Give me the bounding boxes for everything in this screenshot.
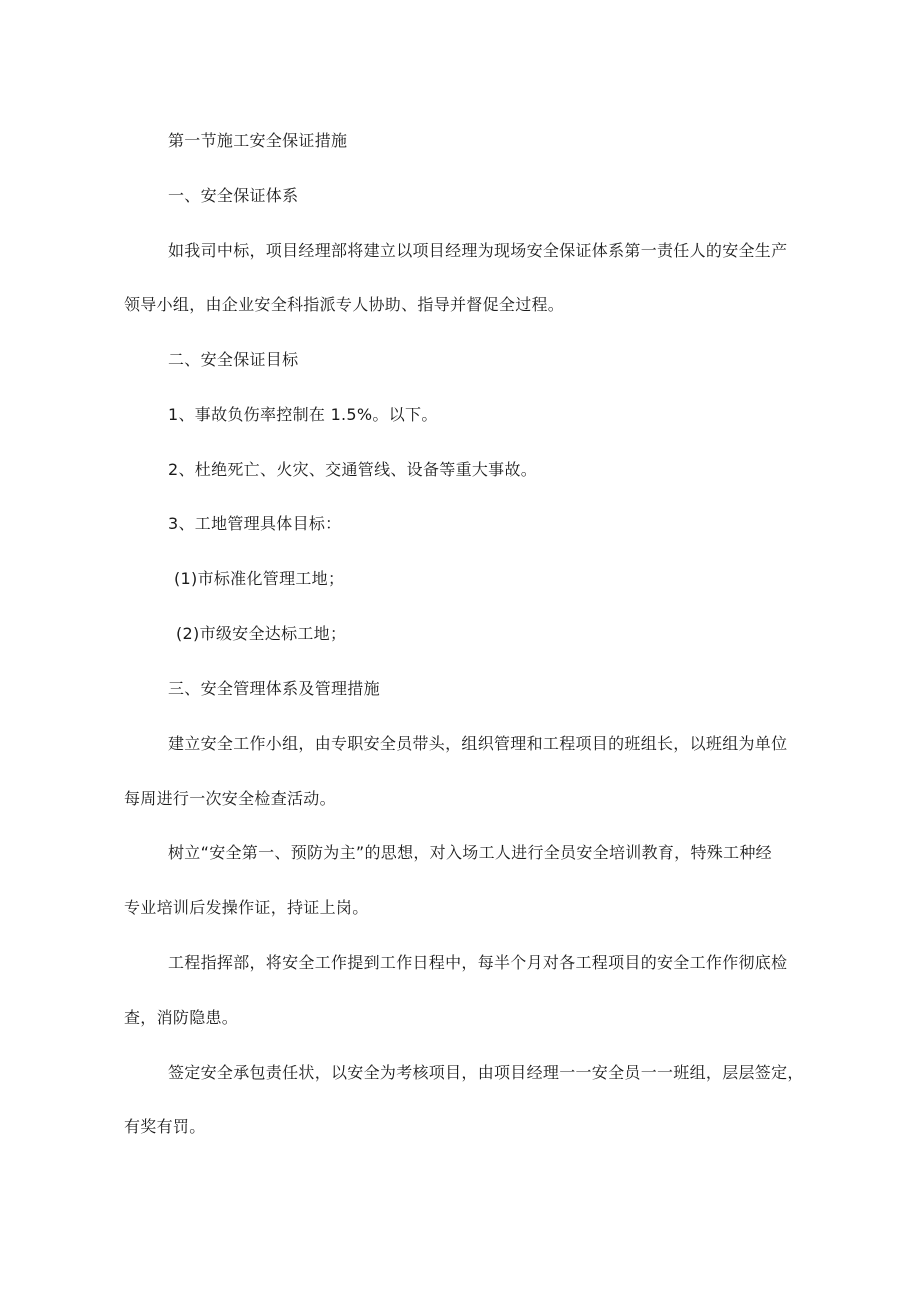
section1-heading: 一、安全保证体系 (168, 186, 299, 205)
section3-para2-line2: 专业培训后发操作证，持证上岗。 (124, 898, 369, 917)
section-title: 第一节施工安全保证措施 (168, 131, 348, 150)
section2-heading: 二、安全保证目标 (168, 350, 299, 369)
section3-para1-line1: 建立安全工作小组，由专职安全员带头，组织管理和工程项目的班组长，以班组为单位 (168, 734, 788, 753)
section1-para1-line1: 如我司中标，项目经理部将建立以项目经理为现场安全保证体系第一责任人的安全生产 (168, 241, 788, 260)
goal-item-2: 2、杜绝死亡、火灾、交通管线、设备等重大事故。 (168, 460, 538, 479)
section3-para1-line2: 每周进行一次安全检查活动。 (124, 789, 336, 808)
goal-sub-item-1: (1)市标准化管理工地； (174, 569, 345, 588)
goal-item-3: 3、工地管理具体目标： (168, 514, 342, 533)
section3-para3-line1: 工程指挥部，将安全工作提到工作日程中，每半个月对各工程项目的安全工作作彻底检 (168, 953, 788, 972)
section3-para2-line1: 树立“安全第一、预防为主”的思想，对入场工人进行全员安全培训教育，特殊工种经 (168, 843, 772, 862)
section3-para4-line2: 有奖有罚。 (124, 1117, 206, 1136)
section1-para1-line2: 领导小组，由企业安全科指派专人协助、指导并督促全过程。 (124, 295, 565, 314)
section3-para3-line2: 查，消防隐患。 (124, 1008, 239, 1027)
goal-item-1: 1、事故负伤率控制在 1.5%。以下。 (168, 405, 438, 424)
goal-sub-item-2: (2)市级安全达标工地； (176, 624, 347, 643)
section3-heading: 三、安全管理体系及管理措施 (168, 679, 380, 698)
section3-para4-line1: 签定安全承包责任状，以安全为考核项目，由项目经理一一安全员一一班组，层层签定， (168, 1063, 804, 1082)
